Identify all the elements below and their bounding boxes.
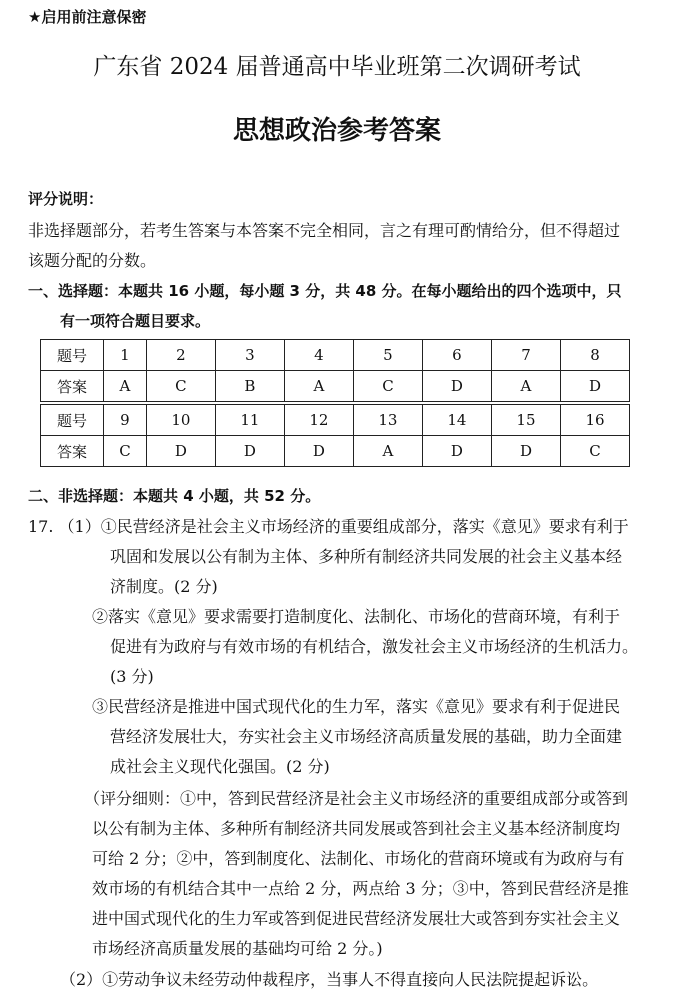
answer-cell: D: [491, 436, 560, 467]
question-number: 13: [353, 405, 422, 436]
answer-cell: A: [353, 436, 422, 467]
answer-table: [40, 339, 630, 467]
answer-line: 成社会主义现代化强国。(2 分): [110, 757, 330, 776]
answer-line: （2）①劳动争议未经劳动仲裁程序，当事人不得直接向人民法院提起诉讼。: [60, 970, 599, 989]
question-number: 14: [422, 405, 491, 436]
question-number: 9: [104, 405, 147, 436]
table-row: [41, 340, 630, 371]
table-row: [41, 405, 630, 436]
question-number: 8: [560, 340, 629, 371]
question-number: 11: [215, 405, 284, 436]
row-header: 答案: [41, 436, 104, 467]
answer-cell: C: [146, 371, 215, 402]
answer-line: 济制度。(2 分): [110, 577, 218, 596]
question-number: 16: [560, 405, 629, 436]
answer-cell: B: [215, 371, 284, 402]
scoring-detail-line: 市场经济高质量发展的基础均可给 2 分。): [92, 939, 383, 958]
answer-line: 17. （1）①民营经济是社会主义市场经济的重要组成部分，落实《意见》要求有利于: [28, 517, 629, 536]
question-number: 6: [422, 340, 491, 371]
question-number: 5: [353, 340, 422, 371]
grading-heading: 评分说明：: [28, 190, 104, 208]
answer-cell: C: [104, 436, 147, 467]
answer-cell: D: [215, 436, 284, 467]
confidential-mark: ★启用前注意保密: [28, 8, 147, 26]
scoring-detail-line: 可给 2 分；②中，答到制度化、法制化、市场化的营商环境或有为政府与有: [92, 849, 625, 868]
answer-cell: A: [104, 371, 147, 402]
answer-line: 巩固和发展以公有制为主体、多种所有制经济共同发展的社会主义基本经: [110, 547, 623, 566]
question-number: 7: [491, 340, 560, 371]
scoring-detail-line: 进中国式现代化的生力军或答到促进民营经济发展壮大或答到夯实社会主义: [92, 909, 621, 928]
grading-text-line: 非选择题部分，若考生答案与本答案不完全相同，言之有理可酌情给分，但不得超过: [28, 221, 621, 240]
scoring-detail-line: （评分细则：①中，答到民营经济是社会主义市场经济的重要组成部分或答到: [84, 789, 629, 808]
table-row: [41, 436, 630, 467]
table-row: [41, 371, 630, 402]
exam-title: 广东省 2024 届普通高中毕业班第二次调研考试: [93, 54, 581, 80]
scoring-detail-line: 效市场的有机结合其中一点给 2 分，两点给 3 分；③中，答到民营经济是推: [92, 879, 629, 898]
answer-cell: D: [146, 436, 215, 467]
question-number: 12: [284, 405, 353, 436]
answer-line: ②落实《意见》要求需要打造制度化、法制化、市场化的营商环境，有利于: [92, 607, 621, 626]
question-number: 3: [215, 340, 284, 371]
question-number: 4: [284, 340, 353, 371]
answer-cell: C: [560, 436, 629, 467]
question-number: 15: [491, 405, 560, 436]
section-one-heading: 一、选择题：本题共 16 小题，每小题 3 分，共 48 分。在每小题给出的四个选项中，只: [28, 282, 622, 300]
question-number: 2: [146, 340, 215, 371]
answer-cell: D: [422, 371, 491, 402]
document-title: 思想政治参考答案: [232, 116, 441, 146]
scoring-detail-line: 以公有制为主体、多种所有制经济共同发展或答到社会主义基本经济制度均: [92, 819, 621, 838]
answer-cell: A: [491, 371, 560, 402]
answer-line: 促进有为政府与有效市场的有机结合，激发社会主义市场经济的生机活力。: [110, 637, 639, 656]
section-two-heading: 二、非选择题：本题共 4 小题，共 52 分。: [28, 487, 321, 505]
answer-cell: C: [353, 371, 422, 402]
answer-line: ③民营经济是推进中国式现代化的生力军，落实《意见》要求有利于促进民: [92, 697, 621, 716]
row-header: 题号: [41, 405, 104, 436]
row-header: 答案: [41, 371, 104, 402]
answer-cell: D: [560, 371, 629, 402]
answer-line: 营经济发展壮大，夯实社会主义市场经济高质量发展的基础，助力全面建: [110, 727, 623, 746]
question-number: 10: [146, 405, 215, 436]
question-number: 1: [104, 340, 147, 371]
answer-line: (3 分): [110, 667, 154, 686]
answer-cell: D: [284, 436, 353, 467]
grading-text-line: 该题分配的分数。: [28, 251, 157, 270]
row-header: 题号: [41, 340, 104, 371]
answer-cell: D: [422, 436, 491, 467]
answer-cell: A: [284, 371, 353, 402]
section-one-heading: 有一项符合题目要求。: [60, 312, 211, 330]
